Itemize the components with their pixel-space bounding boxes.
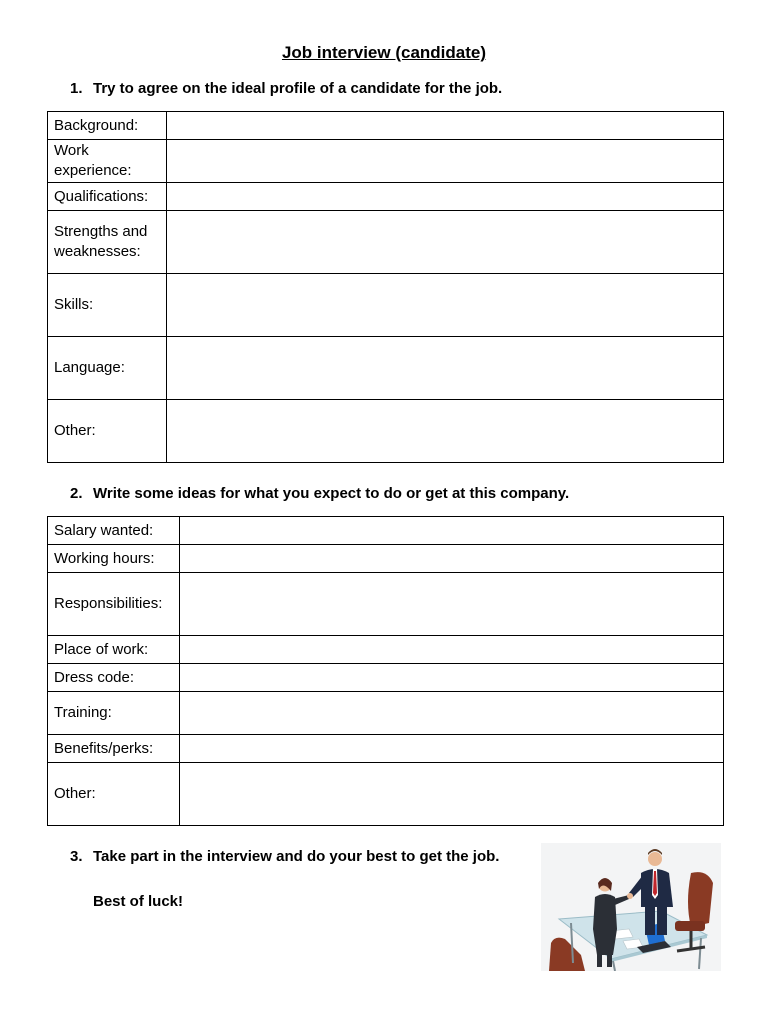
- table-row: [48, 692, 724, 735]
- row-label: Place of work:: [48, 636, 180, 664]
- table-row: [48, 735, 724, 763]
- table-row: [48, 664, 724, 692]
- table-row: [48, 573, 724, 636]
- table-row: [48, 211, 724, 274]
- company-expectations-table: [47, 516, 724, 826]
- answer-field[interactable]: [180, 735, 724, 763]
- section-3-heading: [70, 848, 499, 865]
- answer-field[interactable]: [180, 636, 724, 664]
- row-label: Work experience:: [48, 140, 167, 183]
- handshake-illustration: [541, 843, 721, 971]
- table-row: [48, 400, 724, 463]
- answer-field[interactable]: [180, 573, 724, 636]
- answer-field[interactable]: [167, 274, 724, 337]
- answer-field[interactable]: [180, 664, 724, 692]
- table-row: [48, 274, 724, 337]
- section-1-number: 1.: [70, 80, 83, 97]
- section-1-heading: [70, 80, 502, 97]
- candidate-profile-table: [47, 111, 724, 463]
- answer-field[interactable]: [167, 211, 724, 274]
- answer-field[interactable]: [167, 140, 724, 183]
- row-label: Skills:: [48, 274, 167, 337]
- section-2-heading-text: Write some ideas for what you expect to do or get at this company.: [93, 485, 570, 502]
- section-3-number: 3.: [70, 848, 83, 865]
- table-row: [48, 517, 724, 545]
- answer-field[interactable]: [180, 763, 724, 826]
- row-label: Background:: [48, 112, 167, 140]
- handshake-illustration-graphic: [541, 843, 721, 971]
- row-label: Strengths and weaknesses:: [48, 211, 167, 274]
- row-label: Other:: [48, 400, 167, 463]
- row-label: Responsibilities:: [48, 573, 180, 636]
- answer-field[interactable]: [167, 337, 724, 400]
- section-2-number: 2.: [70, 485, 83, 502]
- table-row: [48, 763, 724, 826]
- answer-field[interactable]: [180, 545, 724, 573]
- table-row: [48, 112, 724, 140]
- answer-field[interactable]: [167, 183, 724, 211]
- closing-text: Best of luck!: [93, 893, 184, 910]
- row-label: Other:: [48, 763, 180, 826]
- row-label: Language:: [48, 337, 167, 400]
- section-2-heading: [70, 485, 569, 502]
- page-title: Job interview (candidate): [281, 43, 487, 62]
- answer-field[interactable]: [167, 112, 724, 140]
- answer-field[interactable]: [180, 517, 724, 545]
- section-1-heading-text: Try to agree on the ideal profile of a candidate for the job.: [93, 80, 503, 97]
- answer-field[interactable]: [167, 400, 724, 463]
- table-row: [48, 545, 724, 573]
- table-row: [48, 183, 724, 211]
- row-label: Benefits/perks:: [48, 735, 180, 763]
- row-label: Salary wanted:: [48, 517, 180, 545]
- table-row: [48, 636, 724, 664]
- row-label: Dress code:: [48, 664, 180, 692]
- row-label: Training:: [48, 692, 180, 735]
- section-3-heading-text: Take part in the interview and do your best to get the job.: [93, 848, 500, 865]
- table-row: [48, 337, 724, 400]
- answer-field[interactable]: [180, 692, 724, 735]
- row-label: Working hours:: [48, 545, 180, 573]
- table-row: [48, 140, 724, 183]
- row-label: Qualifications:: [48, 183, 167, 211]
